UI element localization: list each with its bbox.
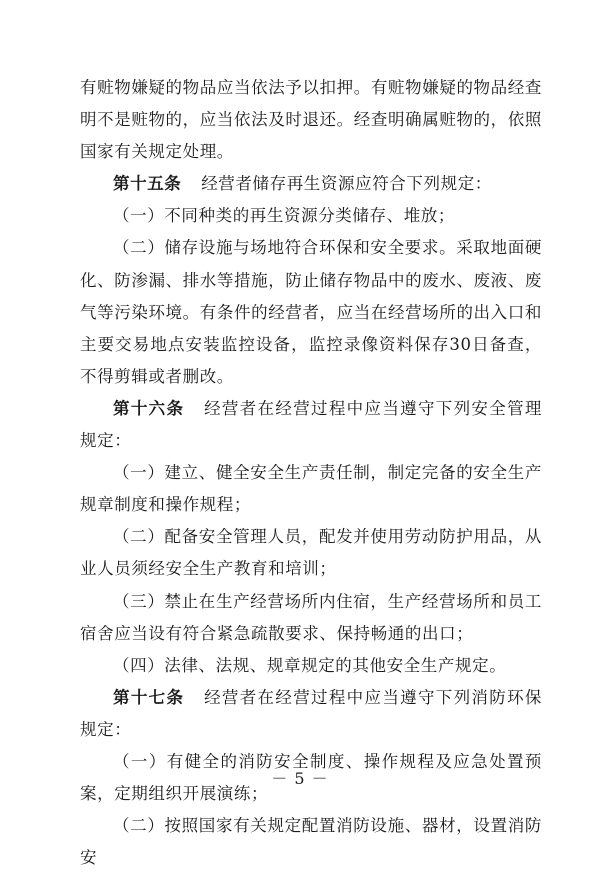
paragraph-text: 经营者在经营过程中应当遵守下列消防环保规定： <box>80 687 542 739</box>
paragraph-text: （一）不同种类的再生资源分类储存、堆放； <box>113 206 455 226</box>
paragraph-text: （二）储存设施与场地符合环保和安全要求。采取地面硬化、防渗漏、排水等措施，防止储存物品中的废水、废液、废气等污染环境。有条件的经营者，应当在经营场所的出入口和主要交易地点安装监控设备，监控录像资料保存30日备查，不得剪辑或者删改。 <box>80 238 542 386</box>
article-15-item-1 <box>80 200 542 232</box>
article-16-item-3 <box>80 586 542 650</box>
paragraph-text: 经营者储存再生资源应符合下列规定： <box>201 174 492 194</box>
paragraph-text: （三）禁止在生产经营场所内住宿，生产经营场所和员工宿舍应当设有符合紧急疏散要求、保持畅通的出口； <box>80 591 542 643</box>
paragraph-text: （一）有健全的消防安全制度、操作规程及应急处置预案，定期组织开展演练； <box>80 751 542 804</box>
article-16-item-4 <box>80 650 542 682</box>
article-15-paragraph <box>80 168 542 200</box>
article-16-item-1 <box>80 457 542 521</box>
article-number: 第十五条 <box>113 174 182 194</box>
document-body <box>80 72 542 874</box>
paragraph-continuation <box>80 72 542 168</box>
article-number: 第十七条 <box>113 687 185 707</box>
paragraph-text: （二）按照国家有关规定配置消防设施、器材，设置消防安 <box>80 816 542 868</box>
page-number: － 5 － <box>271 769 329 788</box>
article-17-item-2 <box>80 810 542 874</box>
paragraph-text: （四）法律、法规、规章规定的其他安全生产规定。 <box>113 655 507 675</box>
article-17-paragraph <box>80 682 542 746</box>
article-16-paragraph <box>80 393 542 457</box>
article-16-item-2 <box>80 521 542 585</box>
paragraph-text: 经营者在经营过程中应当遵守下列安全管理规定： <box>80 398 542 451</box>
paragraph-text: （二）配备安全管理人员，配发并使用劳动防护用品，从业人员须经安全生产教育和培训； <box>80 527 542 579</box>
paragraph-text: （一）建立、健全安全生产责任制，制定完备的安全生产规章制度和操作规程； <box>80 463 542 515</box>
paragraph-text: 有赃物嫌疑的物品应当依法予以扣押。有赃物嫌疑的物品经查明不是赃物的，应当依法及时退还。经查明确属赃物的，依照国家有关规定处理。 <box>80 78 542 162</box>
article-15-item-2 <box>80 232 542 392</box>
article-number: 第十六条 <box>113 398 185 418</box>
